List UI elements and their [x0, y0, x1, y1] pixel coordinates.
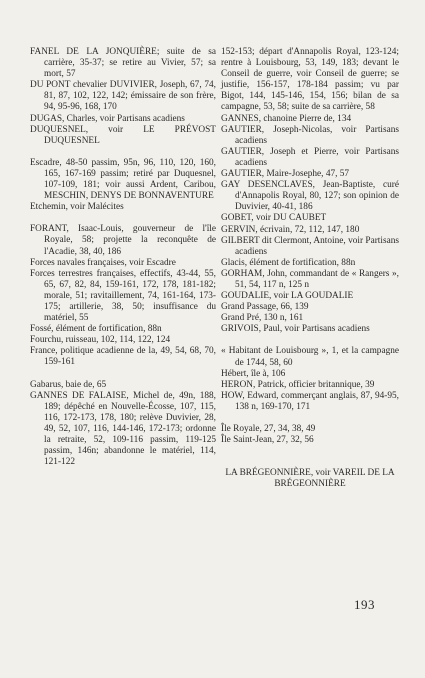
index-entry: GAY DESENCLAVES, Jean-Baptiste, curé d'Annapolis Royal, 80, 127; son opinion de Duvivier, 40-41, 186: [221, 180, 399, 213]
index-right-column: [221, 47, 399, 490]
index-entry: Hébert, île à, 106: [221, 368, 286, 379]
index-entry: GOBET, voir DU CAUBET: [221, 213, 327, 224]
index-entry: Île Royale, 27, 34, 38, 49: [221, 424, 316, 434]
index-entry: GAUTIER, Joseph-Nicolas, voir Partisans acadiens: [221, 124, 399, 146]
index-entry: « Habitant de Louisbourg », 1, et la campagne de 1744, 58, 60: [221, 346, 399, 368]
index-entry: Fossé, élément de fortification, 88n: [30, 324, 162, 335]
index-entry: GAUTIER, Maire-Josephe, 47, 57: [221, 169, 350, 180]
index-entry: Grand Pré, 130 n, 161: [221, 313, 304, 324]
entry-gap: [30, 147, 216, 158]
index-entry: FANEL DE LA JONQUIÈRE; suite de sa carrière, 35-37; se retire au Vivier, 57; sa mort, 57: [30, 47, 216, 80]
index-entry: HERON, Patrick, officier britannique, 39: [221, 379, 375, 390]
index-left-column: [30, 47, 216, 468]
entry-gap: [30, 213, 216, 224]
index-entry: GRIVOIS, Paul, voir Partisans acadiens: [221, 324, 370, 335]
entry-gap: [221, 446, 399, 457]
index-entry: FORANT, Isaac-Louis, gouverneur de l'île Royale, 58; projette la reconquête de l'Acadie, 38, 40, 186: [30, 224, 216, 257]
index-entry: Forces terrestres françaises, effectifs, 43-44, 55, 65, 67, 82, 84, 159-161, 172, 178, 181-182; morale, 51; ravitaillement, 74, 161-164, 173-175; artillerie, 38, 50; insuffisance du matériel, 55: [30, 268, 216, 324]
index-entry: Île Saint-Jean, 27, 32, 56: [221, 435, 314, 446]
index-entry: France, politique acadienne de la, 49, 54, 68, 70, 159-161: [30, 346, 216, 368]
index-entry: GORHAM, John, commandant de « Rangers », 51, 54, 117 n, 125 n: [221, 268, 399, 290]
index-entry: Forces navales françaises, voir Escadre: [30, 257, 176, 268]
index-entry: HOW, Edward, commerçant anglais, 87, 94-95, 138 n, 169-170, 171: [221, 390, 399, 412]
index-entry: Glacis, élément de fortification, 88n: [221, 257, 356, 268]
index-entry: LA BRÉGEONNIÈRE, voir VAREIL DE LA BRÉGEONNIÈRE: [225, 468, 395, 490]
index-entry: DUGAS, Charles, voir Partisans acadiens: [30, 113, 185, 124]
index-entry: Fourchu, ruisseau, 102, 114, 122, 124: [30, 335, 171, 346]
entry-gap: [221, 335, 399, 346]
index-entry: GOUDALIE, voir LA GOUDALIE: [221, 291, 354, 302]
index-entry: 152-153; départ d'Annapolis Royal, 123-124; rentre à Louisbourg, 53, 149, 183; devant le Conseil de guerre, voir Conseil de guerre; se justifie, 156-157, 178-184 passim; vu par Bigot, 144, 145-146, 154, 156; bilan de sa campagne, 53, 58; suite de sa carrière, 58: [221, 47, 399, 113]
index-entry: Grand Passage, 66, 139: [221, 302, 309, 313]
index-entry: Gabarus, baie de, 65: [30, 379, 107, 390]
entry-gap: [30, 369, 216, 380]
index-entry: GANNES, chanoine Pierre de, 134: [221, 113, 352, 124]
index-entry: GERVIN, écrivain, 72, 112, 147, 180: [221, 224, 360, 235]
index-entry: GAUTIER, Joseph et Pierre, voir Partisans acadiens: [221, 146, 399, 168]
index-entry: DU PONT chevalier DUVIVIER, Joseph, 67, 74, 81, 87, 102, 122, 142; émissaire de son frère, 94, 95-96, 168, 170: [30, 80, 216, 113]
index-entry: DUQUESNEL, voir LE PRÉVOST DUQUESNEL: [30, 124, 216, 146]
entry-gap: [221, 457, 399, 468]
index-entry: GANNES DE FALAISE, Michel de, 49n, 188, 189; dépêché en Nouvelle-Écosse, 107, 115, 116, 172-173, 178, 180; relève Duvivier, 28, 49, 52, 107, 116, 144-146, 172-173; ordonne la retraite, 52, 109-116 passim, 119-125 passim, 146n; abandonne le matériel, 114, 121-122: [30, 390, 216, 468]
page-number: 193: [354, 597, 375, 612]
index-entry: GILBERT dit Clermont, Antoine, voir Partisans acadiens: [221, 235, 399, 257]
index-entry: Etchemin, voir Malécites: [30, 202, 124, 213]
index-entry: Escadre, 48-50 passim, 95n, 96, 110, 120, 160, 165, 167-169 passim; retiré par Duquesnel, 107-109, 181; voir aussi Ardent, Caribou, MESCHIN, DENYS DE BONNAVENTURE: [30, 157, 216, 202]
entry-gap: [221, 413, 399, 424]
